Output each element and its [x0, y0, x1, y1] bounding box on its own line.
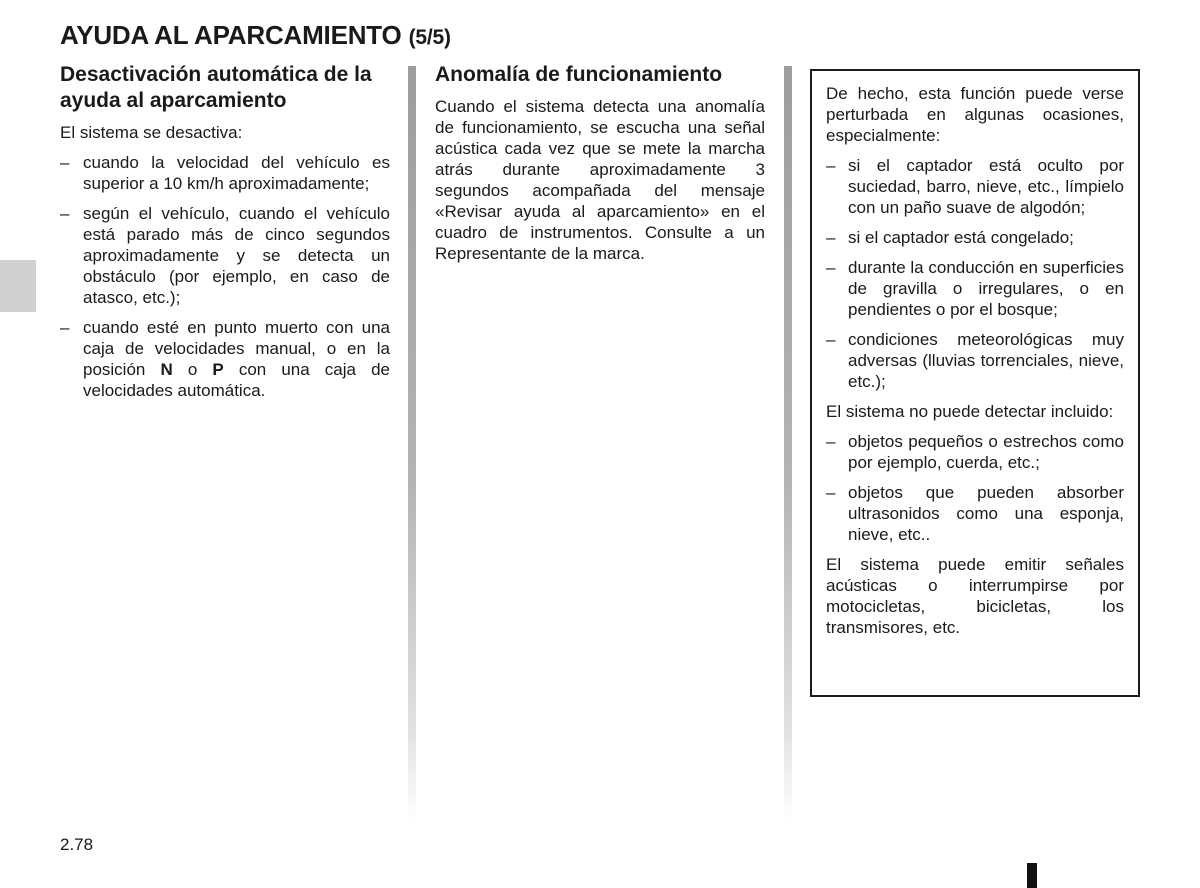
page-title-main: AYUDA AL APARCAMIENTO [60, 20, 402, 50]
chapter-tab-marker [0, 260, 36, 312]
page-edge-marker [1027, 863, 1037, 888]
dash-bullet: – [826, 228, 836, 247]
dash-bullet: – [60, 153, 70, 172]
list-item [826, 482, 1124, 545]
list-item-text-after: con una caja de velocidades automática. [83, 360, 390, 400]
list-item [826, 155, 1124, 218]
dash-bullet: – [60, 318, 70, 337]
dash-bullet: – [826, 432, 836, 451]
note-intro: De hecho, esta función puede verse perturbada en algunas ocasiones, especialmente: [826, 84, 1124, 145]
note-list-undetectable [826, 431, 1124, 545]
list-item-text: condiciones meteorológicas muy adversas (lluvias torrenciales, nieve, etc.); [848, 330, 1124, 391]
list-item-text: según el vehículo, cuando el vehículo está parado más de cinco segundos aproximadamente y se detecta un obstáculo (por ejemplo, en caso de atasco, etc.); [83, 204, 390, 307]
page-title-suffix: (5/5) [408, 26, 451, 49]
section-auto-deactivation [60, 62, 390, 410]
dash-bullet: – [60, 204, 70, 223]
note-outro: El sistema puede emitir señales acústicas o interrumpirse por motocicletas, bicicletas, los transmisores, etc. [826, 555, 1124, 637]
dash-bullet: – [826, 258, 836, 277]
list-item [826, 257, 1124, 320]
note-box [810, 69, 1140, 697]
gear-position-n: N [160, 360, 173, 379]
list-item-text: objetos que pueden absorber ultrasonidos como una esponja, nieve, etc.. [848, 483, 1124, 544]
list-item [826, 431, 1124, 473]
section-heading-auto-deactivation: Desactivación automática de la ayuda al aparcamiento [60, 63, 372, 112]
gear-position-p: P [212, 360, 224, 379]
section-malfunction [435, 62, 765, 273]
page-number: 2.78 [60, 835, 94, 854]
list-item-text: si el captador está congelado; [848, 228, 1074, 247]
list-item-text: durante la conducción en superficies de gravilla o irregulares, o en pendientes o por el bosque; [848, 258, 1124, 319]
deactivation-list [60, 152, 390, 401]
list-item [826, 329, 1124, 392]
dash-bullet: – [826, 156, 836, 175]
list-item-text: cuando la velocidad del vehículo es superior a 10 km/h aproximadamente; [83, 153, 390, 193]
column-divider-left [408, 66, 416, 822]
list-item-text: si el captador está oculto por suciedad, barro, nieve, etc., límpielo con un paño suave de algodón; [848, 156, 1124, 217]
note-list-disturbances [826, 155, 1124, 392]
list-item-text-or: o [172, 360, 213, 379]
page-title [60, 20, 451, 51]
list-item-text-before: cuando esté en punto muerto con una caja de velocidades manual, o en la posición [83, 318, 390, 379]
section-intro: El sistema se desactiva: [60, 123, 243, 142]
list-item-text: objetos pequeños o estrechos como por ejemplo, cuerda, etc.; [848, 432, 1124, 472]
list-item [60, 203, 390, 308]
list-item [60, 152, 390, 194]
section-heading-malfunction: Anomalía de funcionamiento [435, 63, 723, 86]
list-item [826, 227, 1124, 248]
malfunction-body: Cuando el sistema detecta una anomalía de funcionamiento, se escucha una señal acústica cada vez que se mete la marcha atrás durante aproximadamente 3 segundos acompañada del mensaje «Revisar ayuda al aparcamiento» en el cuadro de instrumentos. Consulte a un Representante de la marca. [435, 97, 765, 263]
column-divider-right [784, 66, 792, 822]
list-item [60, 317, 390, 401]
dash-bullet: – [826, 330, 836, 349]
dash-bullet: – [826, 483, 836, 502]
note-mid: El sistema no puede detectar incluido: [826, 402, 1114, 421]
